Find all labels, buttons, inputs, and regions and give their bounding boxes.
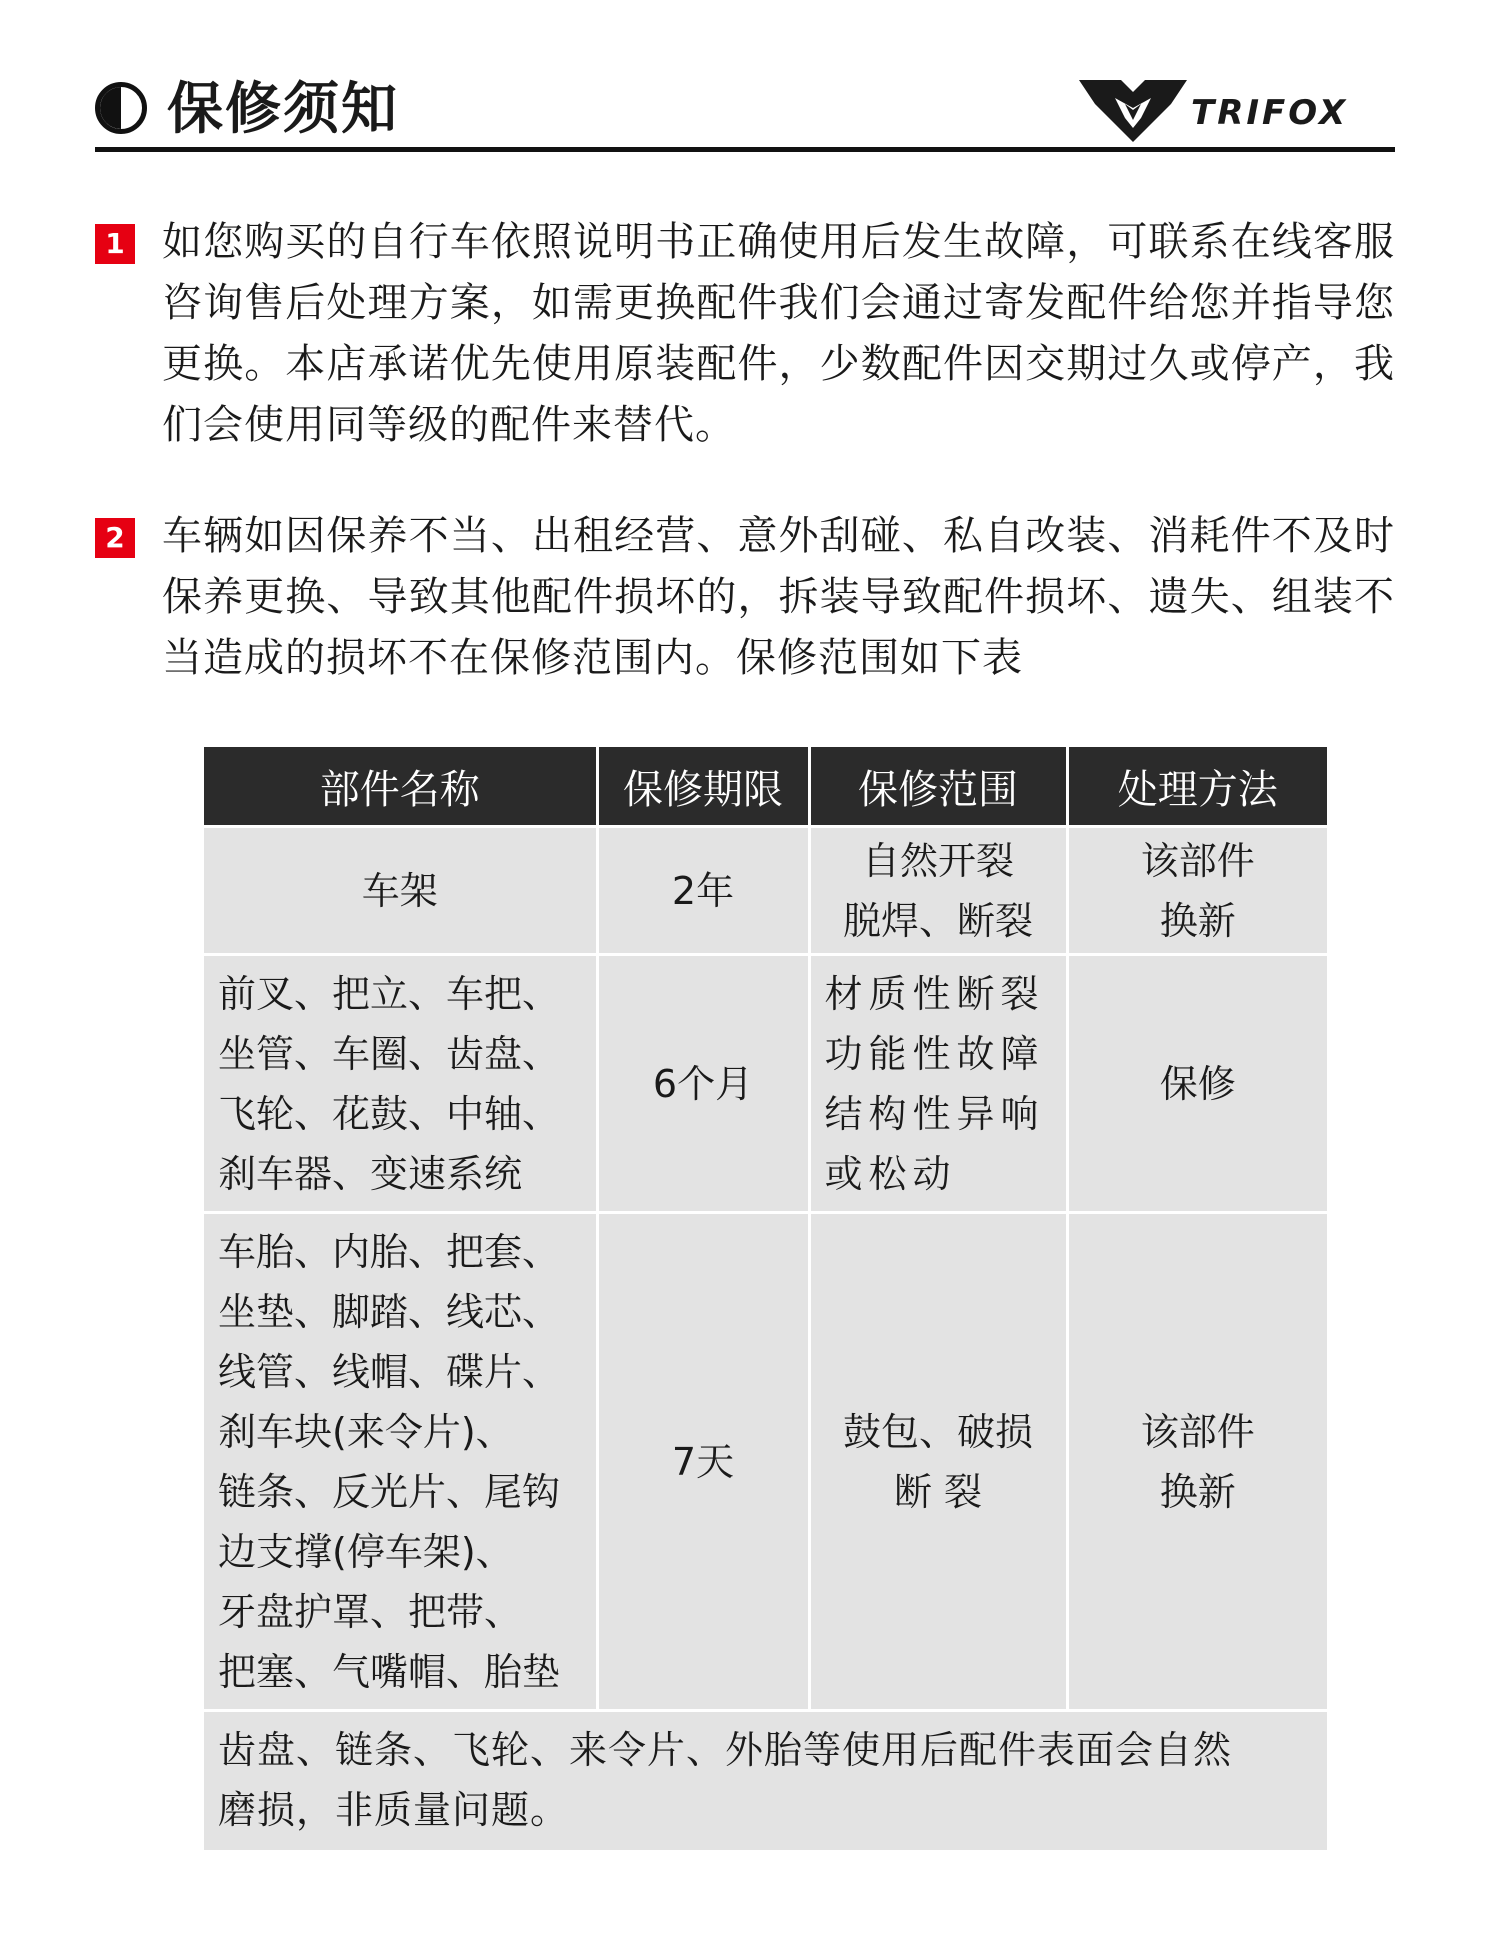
page-title: 保修须知 [167,77,399,142]
part-line: 刹车块(来令片)、 [218,1409,514,1454]
method-cell [1067,1213,1327,1711]
notice-text: 如您购买的自行车依照说明书正确使用后发生故障，可联系在线客服咨询售后处理方案，如需更换配件我们会通过寄发配件给您并指导您更换。本店承诺优先使用原装配件，少数配件因交期过久或停产，我们会使用同等级的配件来替代。 [162,219,1395,448]
header-rule [95,147,1395,152]
trifox-logo [1075,74,1395,146]
part-cell [204,955,597,1213]
part-line: 链条、反光片、尾钩 [218,1469,561,1514]
scope-line: 自然开裂 [861,838,1014,883]
part-line: 坐垫、脚踏、线芯、 [218,1289,561,1334]
header-handling-method: 处理方法 [1067,747,1327,827]
scope-cell [809,955,1067,1213]
method-cell [1067,955,1327,1213]
table-row [204,827,1327,955]
part-line: 把塞、气嘴帽、胎垫 [218,1649,561,1694]
scope-line: 断 裂 [893,1469,983,1514]
part-line: 飞轮、花鼓、中轴、 [218,1091,561,1136]
notice-item-1 [95,212,1395,462]
method-line: 该部件 [1140,1409,1255,1454]
table-note-row [204,1711,1327,1851]
note-line: 齿盘、链条、飞轮、来令片、外胎等使用后配件表面会自然 [218,1728,1233,1772]
part-line: 刹车器、变速系统 [218,1151,523,1196]
part-line: 坐管、车圈、齿盘、 [218,1031,561,1076]
method-line: 保修 [1159,1061,1236,1106]
method-line: 换新 [1159,1469,1236,1514]
part-cell [204,1213,597,1711]
method-line: 换新 [1159,898,1236,943]
item-number-badge: 2 [95,518,135,558]
table-header-row [204,747,1327,827]
note-cell [204,1711,1327,1851]
scope-line: 脱焊、断裂 [842,898,1033,943]
header-warranty-period: 保修期限 [597,747,809,827]
notice-text: 车辆如因保养不当、出租经营、意外刮碰、私自改装、消耗件不及时保养更换、导致其他配件损坏的，拆装导致配件损坏、遗失、组装不当造成的损坏不在保修范围内。保修范围如下表 [162,513,1395,681]
method-cell [1067,827,1327,955]
part-line: 边支撑(停车架)、 [218,1529,514,1574]
header-part-name: 部件名称 [204,747,597,827]
part-line: 车架 [361,868,438,913]
scope-line: 功能性故障 [824,1031,1045,1076]
part-cell [204,827,597,955]
scope-line: 鼓包、破损 [842,1409,1033,1454]
scope-line: 或松动 [824,1151,957,1196]
table-row [204,955,1327,1213]
method-line: 该部件 [1140,838,1255,883]
item-number-badge: 1 [95,224,135,264]
part-line: 车胎、内胎、把套、 [218,1229,561,1274]
scope-cell [809,1213,1067,1711]
scope-line: 结构性异响 [824,1091,1045,1136]
period-cell: 2年 [597,827,809,955]
part-line: 线管、线帽、碟片、 [218,1349,561,1394]
warranty-table [204,747,1327,1850]
note-line: 磨损，非质量问题。 [218,1788,570,1832]
header-warranty-scope: 保修范围 [809,747,1067,827]
period-cell: 6个月 [597,955,809,1213]
half-circle-icon [95,82,147,134]
notice-item-2 [95,506,1395,696]
scope-cell [809,827,1067,955]
part-line: 前叉、把立、车把、 [218,971,561,1016]
part-line: 牙盘护罩、把带、 [218,1589,523,1634]
svg-text:TRIFOX: TRIFOX [1191,93,1349,133]
table-row [204,1213,1327,1711]
page-header [95,68,1395,152]
scope-line: 材质性断裂 [824,971,1045,1016]
period-cell: 7天 [597,1213,809,1711]
